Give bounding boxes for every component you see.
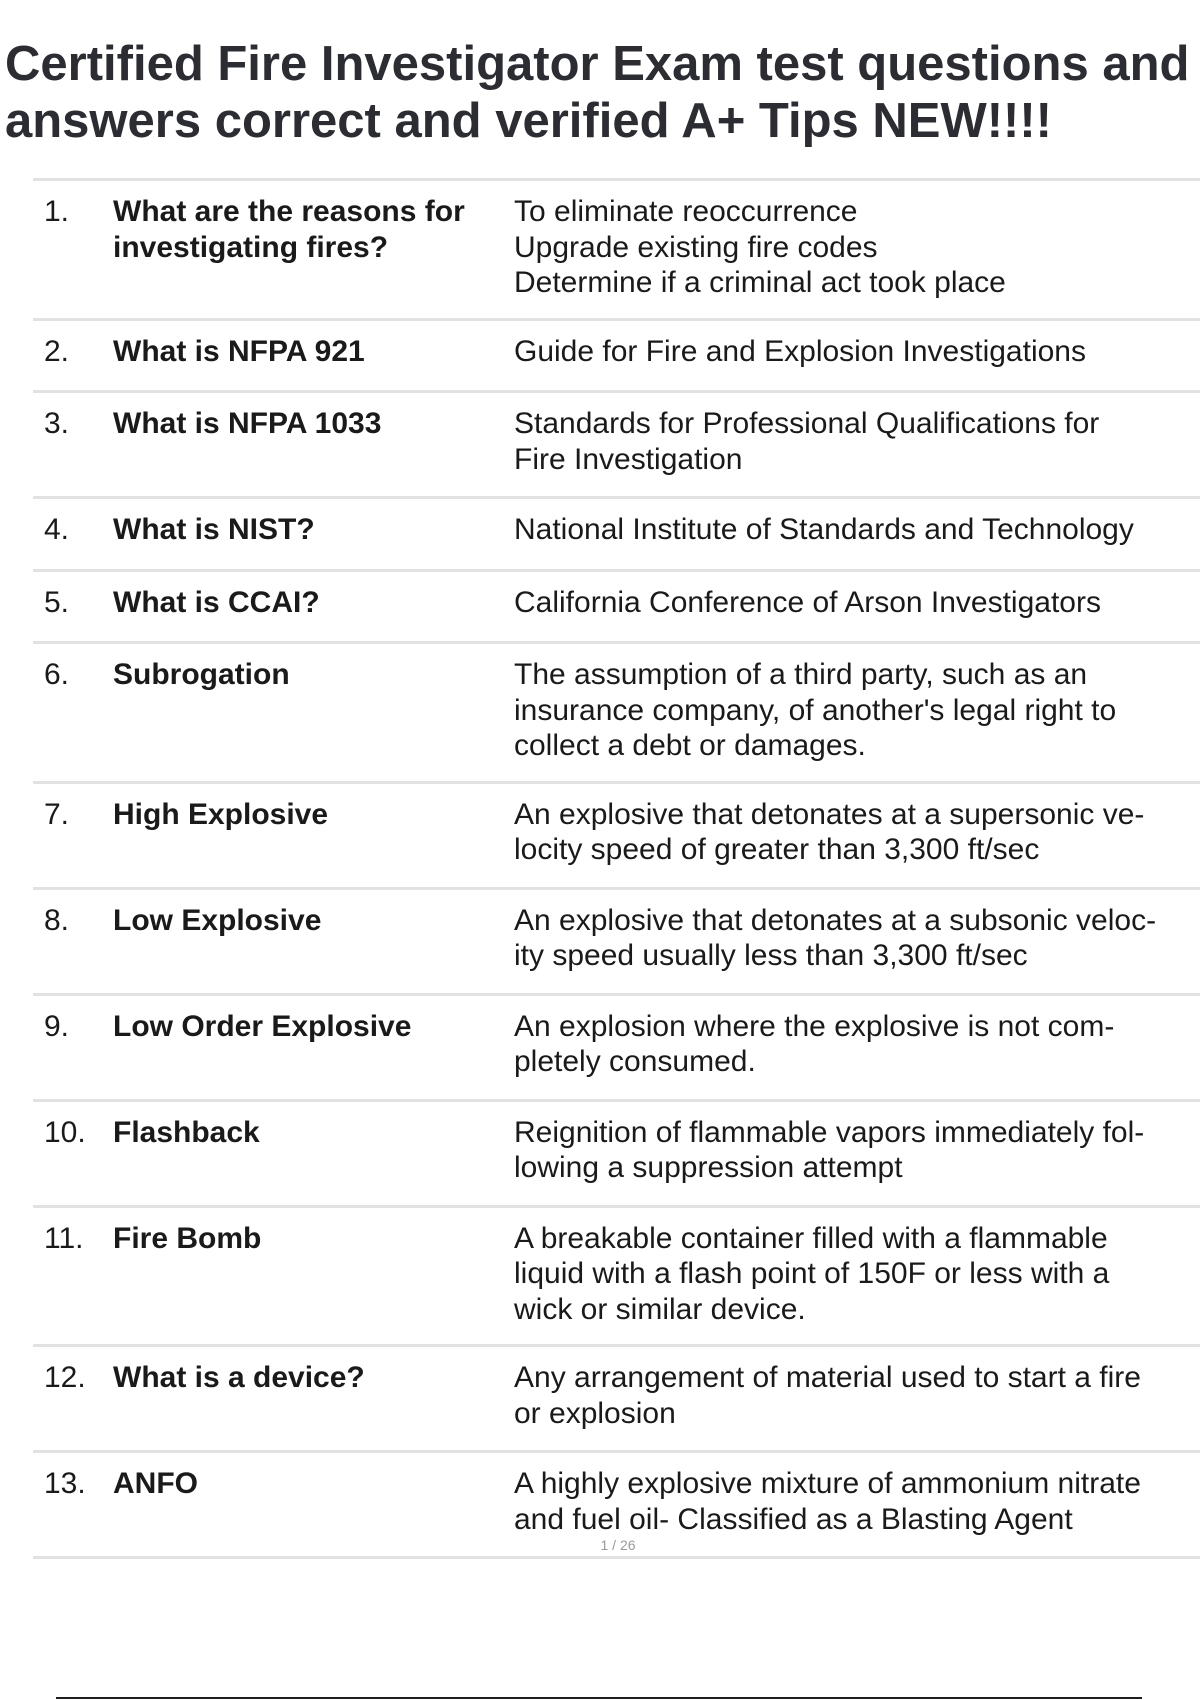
answer-text: [514, 797, 1200, 887]
answer-line: An explosive that detonates at a supersonic ve-: [514, 797, 1145, 831]
answer-line: Guide for Fire and Explosion Investigations: [514, 334, 1086, 368]
question-line: What is NIST?: [113, 513, 315, 546]
answer-line: lowing a suppression attempt: [514, 1151, 903, 1184]
qa-row: [33, 890, 1200, 996]
question-number: 10.: [44, 1115, 86, 1149]
question-number: 4.: [44, 513, 70, 546]
question-number: 1.: [44, 195, 70, 228]
question-number: 2.: [44, 334, 70, 368]
question-line: Low Explosive: [113, 903, 322, 937]
question-text: [113, 657, 514, 781]
answer-line: The assumption of a third party, such as an: [514, 658, 1088, 691]
question-number: 12.: [44, 1361, 86, 1394]
question-text: [113, 1115, 514, 1205]
answer-line: California Conference of Arson Investigators: [514, 585, 1101, 619]
question-text: [113, 194, 514, 318]
qa-row: [33, 1102, 1200, 1208]
question-text: [113, 903, 514, 993]
answer-text: [514, 1360, 1200, 1450]
question-line: Subrogation: [113, 658, 290, 691]
answer-line: collect a debt or damages.: [514, 729, 866, 762]
answer-line: or explosion: [514, 1396, 676, 1430]
page-title: [5, 36, 1195, 150]
answer-line: Determine if a criminal act took place: [514, 266, 1006, 299]
answer-line: Upgrade existing fire codes: [514, 230, 878, 264]
qa-row: [33, 1208, 1200, 1348]
question-number: 13.: [44, 1467, 86, 1500]
qa-row: [33, 321, 1200, 394]
question-text: [113, 334, 514, 391]
question-text: [113, 797, 514, 887]
answer-line: wick or similar device.: [514, 1292, 806, 1326]
answer-line: Fire Investigation: [514, 442, 743, 476]
answer-text: [514, 334, 1200, 391]
question-number: 3.: [44, 407, 70, 440]
question-line: Low Order Explosive: [113, 1009, 412, 1043]
question-line: investigating fires?: [113, 230, 389, 264]
qa-row: [33, 572, 1200, 645]
answer-line: To eliminate reoccurrence: [514, 195, 858, 228]
answer-text: [514, 512, 1200, 569]
question-line: What is NFPA 921: [113, 334, 365, 368]
answer-line: National Institute of Standards and Technology: [514, 513, 1134, 546]
answer-line: Standards for Professional Qualifications for: [514, 407, 1100, 440]
question-text: [113, 1360, 514, 1450]
qa-row: [33, 784, 1200, 890]
answer-line: liquid with a flash point of 150F or less with a: [514, 1257, 1110, 1290]
answer-text: [514, 1009, 1200, 1099]
answer-line: ity speed usually less than 3,300 ft/sec: [514, 939, 1028, 972]
question-number: 5.: [44, 585, 70, 619]
title-line: Certified Fire Investigator Exam test questions and: [5, 37, 1190, 91]
question-line: What is CCAI?: [113, 585, 320, 619]
qa-row: [33, 644, 1200, 784]
answer-line: A highly explosive mixture of ammonium nitrate: [514, 1467, 1141, 1500]
qa-row: [33, 996, 1200, 1102]
title-line: answers correct and verified A+ Tips NEW!!!!: [5, 94, 1052, 148]
question-text: [113, 512, 514, 569]
answer-line: pletely consumed.: [514, 1045, 756, 1078]
question-number: 6.: [44, 658, 70, 691]
answer-text: [514, 406, 1200, 496]
answer-text: [514, 657, 1200, 781]
question-text: [113, 585, 514, 642]
question-text: [113, 1009, 514, 1099]
question-number: 11.: [44, 1221, 84, 1255]
question-line: What is a device?: [113, 1361, 365, 1394]
answer-text: [514, 194, 1200, 318]
question-text: [113, 1221, 514, 1345]
qa-row: [33, 393, 1200, 499]
footer-divider: [56, 1697, 1142, 1699]
answer-line: Any arrangement of material used to start a fire: [514, 1361, 1141, 1394]
question-text: [113, 406, 514, 496]
answer-line: locity speed of greater than 3,300 ft/sec: [514, 833, 1040, 866]
qa-row: [33, 181, 1200, 321]
answer-line: An explosive that detonates at a subsonic veloc-: [514, 903, 1157, 937]
answer-line: Reignition of flammable vapors immediately fol-: [514, 1115, 1145, 1149]
answer-line: An explosion where the explosive is not com-: [514, 1009, 1115, 1043]
question-line: Fire Bomb: [113, 1221, 262, 1255]
answer-text: [514, 585, 1200, 642]
question-line: What is NFPA 1033: [113, 407, 382, 440]
answer-line: A breakable container filled with a flammable: [514, 1221, 1108, 1255]
answer-text: [514, 1115, 1200, 1205]
qa-table: [33, 178, 1200, 1559]
qa-row: [33, 499, 1200, 572]
answer-line: insurance company, of another's legal right to: [514, 693, 1117, 727]
answer-line: and fuel oil- Classified as a Blasting Agent: [514, 1502, 1073, 1536]
qa-row: [33, 1347, 1200, 1453]
answer-text: [514, 1221, 1200, 1345]
question-number: 9.: [44, 1009, 70, 1043]
question-line: What are the reasons for: [113, 195, 465, 228]
answer-text: [514, 903, 1200, 993]
question-number: 7.: [44, 797, 70, 831]
question-line: High Explosive: [113, 797, 329, 831]
question-line: Flashback: [113, 1115, 260, 1149]
question-number: 8.: [44, 903, 70, 937]
question-line: ANFO: [113, 1467, 198, 1500]
page-number: 1 / 26: [600, 1537, 636, 1553]
